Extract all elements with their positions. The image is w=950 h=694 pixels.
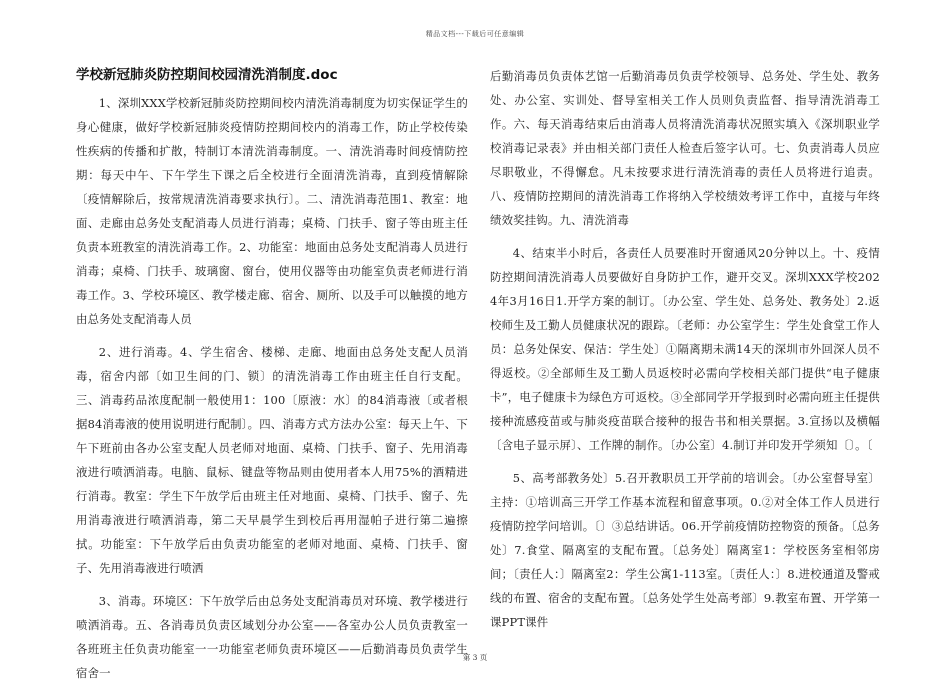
paragraph: 后勤消毒员负责体艺馆一后勤消毒员负责学校领导、总务处、学生处、教务处、办公室、实训处、督导室相关工作人员则负责监督、指导清洗消毒工作。六、每天消毒结束后由消毒人员将清洗消毒状况照实填入《深圳职业学校消毒记录表》并由相关部门责任人检查后签字认可。七、负责消毒人员应尽职敬业，不得懈怠。凡未按要求进行清洗消毒的责任人员将进行追责。八、疫情防控期间的清洗消毒工作将纳入学校绩效考评工作中，直接与年终绩效奖挂钩。九、清洗消毒 xyxy=(490,69,880,227)
paragraph: 2、进行消毒。4、学生宿舍、楼梯、走廊、地面由总务处支配人员消毒，宿舍内部〔如卫生间的门、锁〕的清洗消毒工作由班主任自行支配。三、消毒药品浓度配制一般使用1：100〔原液：水〕的84消毒液〔或者根据84消毒液的使用说明进行配制〕。四、消毒方式方法办公室：每天上午、下午下班前由各办公室支配人员老师对地面、桌椅、门扶手、窗子、先用消毒液进行喷洒消毒。电脑、鼠标、键盘等物品则由使用者本人用75%的酒精进行消毒。教室：学生下午放学后由班主任对地面、桌椅、门扶手、窗子、先用消毒液进行喷洒消毒，第二天早晨学生到校后再用湿帕子进行第二遍擦拭。功能室：下午放学后由负责功能室的老师对地面、桌椅、门扶手、窗子、先用消毒液进行喷洒 xyxy=(76,345,468,575)
page-number: 第 3 页 xyxy=(462,653,488,662)
left-column xyxy=(76,64,468,694)
document-title: 学校新冠肺炎防控期间校园清洗消制度.doc xyxy=(76,67,338,83)
paragraph: 3、消毒。环境区：下午放学后由总务处支配消毒员对环境、教学楼进行喷洒消毒。五、各消毒员负责区域划分办公室——各室办公人员负责教室一各班班主任负责功能室一一功能室老师负责环境区——后勤消毒员负责学生宿舍一 xyxy=(76,594,468,680)
page-header-note: 精品文档---下载后可任意编辑 xyxy=(425,30,525,38)
paragraph: 5、高考部教务处〕5.召开教职员工开学前的培训会。〔办公室督导室〕主持：①培训高三开学工作基本流程和留意事项。0.②对全体工作人员进行疫情防控学问培训。〔〕③总结讲话。06.开学前疫情防控物资的预备。〔总务处〕7.食堂、隔离室的支配布置。〔总务处〕隔离室1：学校医务室相邻房间；〔责任人：〕隔离室2：学生公寓1-113室。〔责任人：〕8.进校通道及警戒线的布置、宿舍的支配布置。〔总务处学生处高考部〕9.教室布置、开学第一课PPT课件 xyxy=(490,471,880,629)
paragraph: 1、深圳XXX学校新冠肺炎防控期间校内清洗消毒制度为切实保证学生的身心健康，做好学校新冠肺炎疫情防控期间校内的消毒工作，防止学校传染性疾病的传播和扩散，特制订本清洗消毒制度。一、清洗消毒时间疫情防控期：每天中午、下午学生下课之后全校进行全面清洗消毒，直到疫情解除〔疫情解除后，按常规清洗消毒要求执行〕。二、清洗消毒范围1、教室：地面、走廊由总务处支配消毒人员进行消毒；桌椅、门扶手、窗子等由班主任负责本班教室的清洗消毒工作。2、功能室：地面由总务处支配消毒人员进行消毒；桌椅、门扶手、玻璃窗、窗台，使用仪器等由功能室负责老师进行消毒工作。3、学校环境区、教学楼走廊、宿舍、厕所、以及手可以触摸的地方由总务处支配消毒人员 xyxy=(76,96,468,326)
paragraph: 4、结束半小时后，各责任人员要准时开窗通风20分钟以上。十、疫情防控期间清洗消毒人员要做好自身防护工作，避开交叉。深圳XXX学校2024年3月16日1.开学方案的制订。〔办公室、学生处、总务处、教务处〕2.返校师生及工勤人员健康状况的跟踪。〔老师：办公室学生：学生处食堂工作人员：总务处保安、保洁：学生处〕①隔离期未满14天的深圳市外回深人员不得返校。②全部师生及工勤人员返校时必需向学校相关部门提供“电子健康卡”，电子健康卡为绿色方可返校。③全部同学开学报到时必需向班主任提供接种流感疫苗或与肺炎疫苗联合接种的报告书和相关票据。3.宣扬以及横幅〔含电子显示屏〕、工作牌的制作。〔办公室〕4.制订并印发开学须知〔〕。〔 xyxy=(490,246,880,452)
right-column xyxy=(490,64,880,643)
